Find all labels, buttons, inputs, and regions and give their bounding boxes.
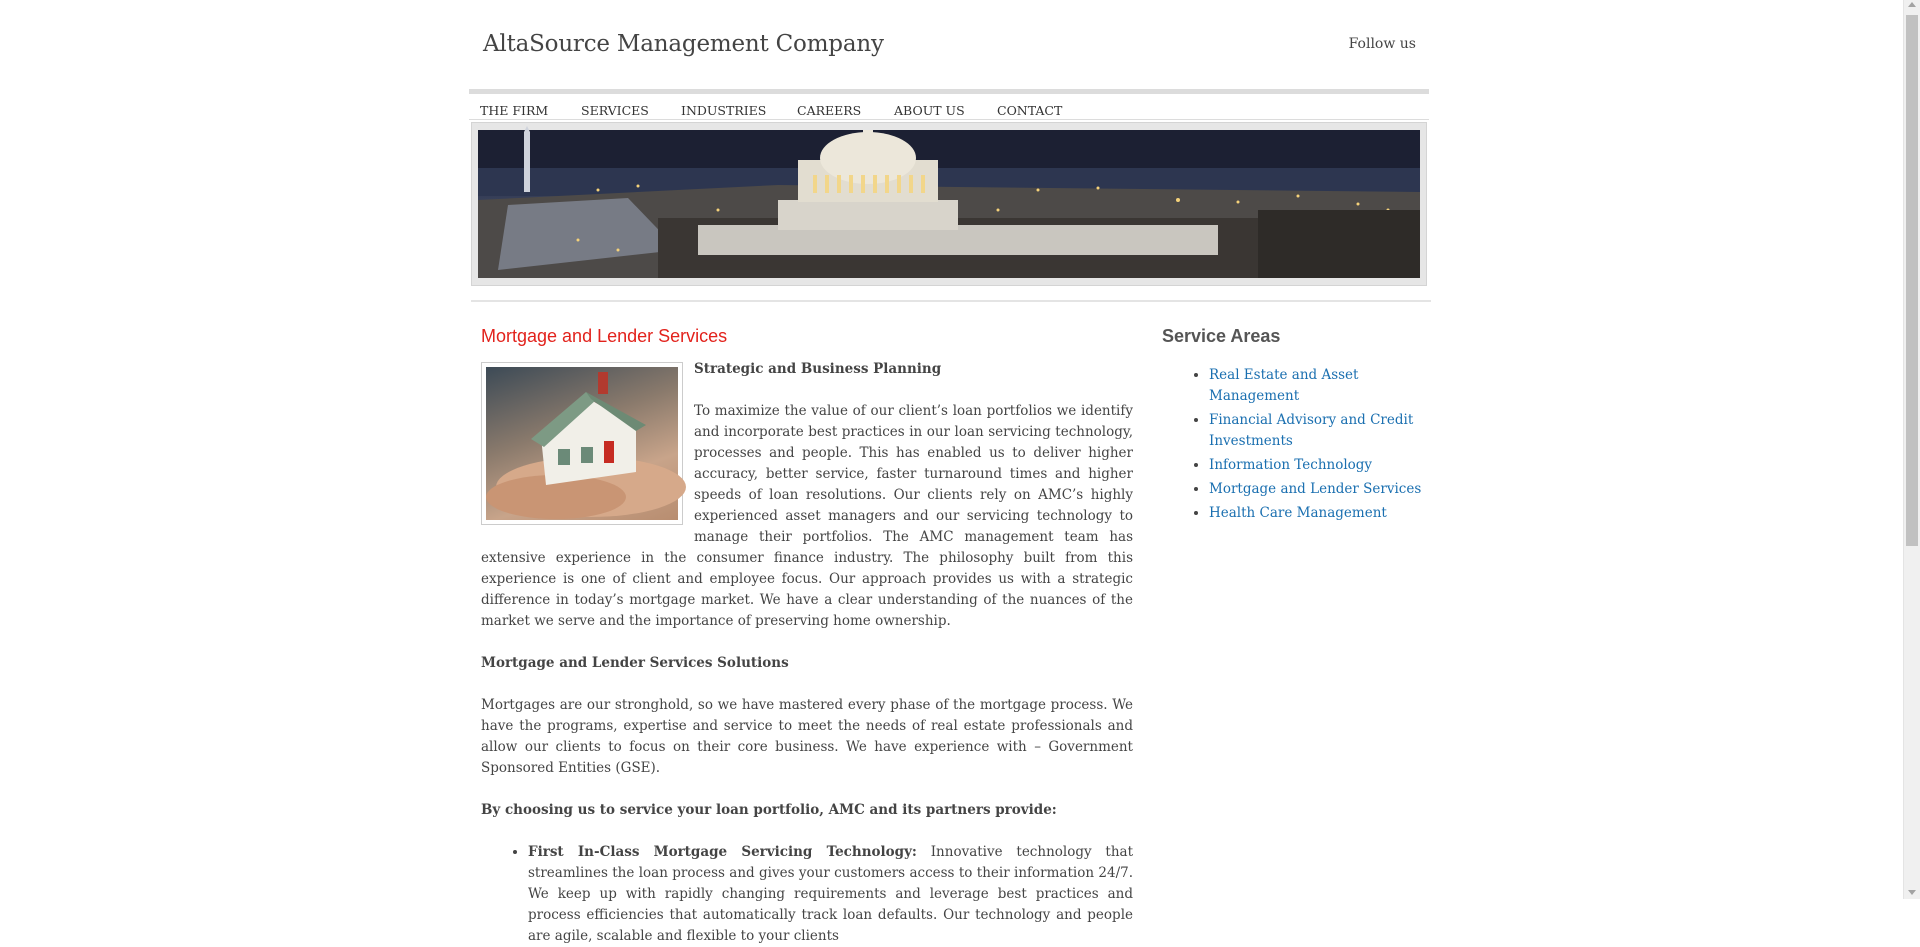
sidebar-title: Service Areas: [1162, 326, 1281, 346]
main-nav: [469, 89, 1429, 120]
house-in-hands-image: [481, 362, 683, 525]
main-content: [481, 326, 1133, 947]
section-body-solutions: Mortgages are our stronghold, so we have mastered every phase of the mortgage process. We have the programs, expertise and service to meet the needs of real estate professionals and allow our clients to focus on their core business. We have experience with – Government Sponsored Entities (GSE).: [481, 697, 1133, 776]
nav-item-contact[interactable]: CONTACT: [997, 103, 1063, 118]
benefits-list: [481, 842, 1133, 947]
nav-item-industries[interactable]: INDUSTRIES: [681, 103, 767, 118]
section-heading-solutions: Mortgage and Lender Services Solutions: [481, 655, 789, 671]
follow-us-link[interactable]: Follow us: [1348, 36, 1416, 52]
site-header: [469, 0, 1431, 90]
sidebar-link[interactable]: Information Technology: [1209, 457, 1373, 473]
section-body-strategic-planning: To maximize the value of our client’s loan portfolios we identify and incorporate best practices in our loan servicing technology, processes and people. This has enabled us to deliver higher accuracy, better service, faster turnaround times and higher speeds of loan resolutions. Our clients rely on AMC’s highly experienced asset managers and our servicing technology to manage their portfolios. The AMC management team has extensive experience in the consumer finance industry. The philosophy built from this experience is one of client and employee focus. Our approach provides us with a strategic difference in today’s mortgage market. We have a clear understanding of the nuances of the market we serve and the importance of preserving home ownership.: [481, 403, 1133, 629]
service-areas-list: [1162, 365, 1422, 524]
section-heading-benefits: By choosing us to service your loan portfolio, AMC and its partners provide:: [481, 802, 1057, 818]
scrollbar-thumb[interactable]: [1906, 15, 1918, 546]
vertical-scrollbar[interactable]: [1903, 0, 1920, 899]
list-item: [528, 842, 1133, 947]
nav-divider: [469, 119, 1429, 120]
sidebar-link[interactable]: Financial Advisory and Credit Investments: [1209, 412, 1414, 449]
sidebar-link[interactable]: Mortgage and Lender Services: [1209, 481, 1422, 497]
benefit-body: Innovative technology that streamlines the loan process and gives your customers access to their information 24/7. We keep up with rapidly changing requirements and leverage best practices and process efficiencies that automatically track loan defaults. Our technology and people are agile, scalable and flexible to your clients: [528, 844, 1133, 944]
page-title: Mortgage and Lender Services: [481, 326, 728, 346]
sidebar-item-financial-advisory: [1209, 410, 1422, 452]
sidebar-item-mortgage-lender: [1209, 479, 1422, 500]
banner-illustration: [478, 130, 1420, 278]
capitol-night-banner-image: [478, 130, 1420, 278]
nav-item-careers[interactable]: CAREERS: [797, 103, 862, 118]
section-heading-strategic-planning: Strategic and Business Planning: [694, 361, 942, 377]
nav-item-about-us[interactable]: ABOUT US: [894, 103, 965, 118]
banner-divider: [471, 300, 1431, 302]
benefit-title: First In-Class Mortgage Servicing Technology:: [528, 844, 917, 860]
sidebar-item-information-technology: [1209, 455, 1422, 476]
sidebar-item-health-care: [1209, 503, 1422, 524]
sidebar-item-real-estate: [1209, 365, 1422, 407]
nav-item-services[interactable]: SERVICES: [581, 103, 649, 118]
scroll-up-arrow-icon[interactable]: [1908, 2, 1916, 7]
banner-frame: [471, 122, 1427, 286]
sidebar-link[interactable]: Health Care Management: [1209, 505, 1387, 521]
site-title[interactable]: AltaSource Management Company: [483, 31, 884, 57]
house-illustration: [486, 367, 678, 520]
scroll-down-arrow-icon[interactable]: [1908, 890, 1916, 895]
sidebar: [1162, 326, 1422, 527]
page-container: [469, 0, 1431, 944]
sidebar-link[interactable]: Real Estate and Asset Management: [1209, 367, 1359, 404]
nav-item-the-firm[interactable]: THE FIRM: [480, 103, 549, 118]
intro-section: [481, 359, 1133, 821]
